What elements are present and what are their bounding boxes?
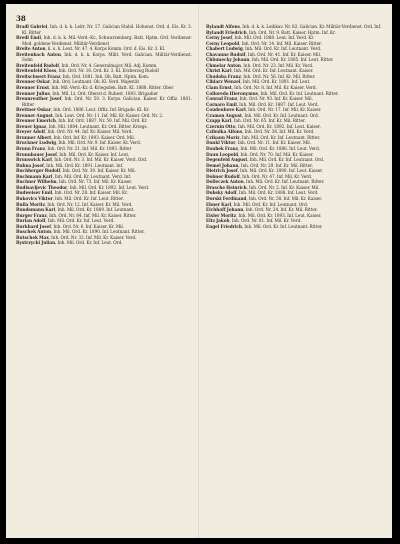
entry-text: Inh. Ord. 1886. Leut. Offiz. Inf. Brigade. Kl. Kr. [53,107,150,113]
directory-entry: Dobner Rudolf, Inh. Ord. Nr. 47. Inf. Mil. Kr. Verd. [206,173,313,179]
entry-text: Inh. Ord. Nr. 47. Inf. Mil. Kr. Verd. [242,173,313,179]
entry-text: Inh. Ord. Nr. 28. Inf. Kaiser. Mil. Kr. [54,190,128,196]
entry-name: Bystrzycki Julian [16,240,56,246]
entry-name: Chmelar Anton [206,62,241,68]
entry-name: Brunn Franz [16,146,46,152]
page-number: 38 [16,14,26,23]
directory-entry: Bradl Gabriel, Inh. d. k. k. Leitr. Nr. 17. Galician Stabil. Hohenst. Ord. d. Eis. Kr. 3. Kl. Ritter [16,24,192,35]
entry-name: Dubsky Adolf [206,190,237,196]
directory-entry: Conrad Franz, Inh. Ord. Nr. 93. Inf. Kr. Kaiser. Mil. [206,96,313,102]
entry-text: Inh. Mil. Ord. Kr. 1887. Inf. Leut. Verd. [239,101,319,107]
entry-text: Inh. Ord. Nr. 6. Inf. Kaiser. Kr. Mil. [53,223,125,229]
directory-entry: Cramon August, Inh. Mil. Ord. Kr. Inf. Leutnant. Ord. [206,112,319,118]
entry-text: Inh. Mil.-Verd.-Kr. d. Kriegsdek. Batt. Kl. 1888. Ritter. Ober [51,85,174,91]
entry-name: Bruckner Ludwig [16,140,57,146]
entry-name: Breitenfeld Rudolf [16,62,60,68]
directory-entry: Brettner Oskar, Inh. Ord. 1886. Leut. Offiz. Inf. Brigade. Kl. Kr. [16,107,150,113]
entry-text: Inh. Ord. Nr. 39. Inf. Kaiser. Kr. Mil. [62,168,136,174]
entry-text: Inh. Ord. Nr. 44. Inf. Kr. Kaiser. Mil. Verd. [47,129,133,135]
entry-name: Czikann Moriz [206,134,240,140]
directory-entry: Cerny Josef, Inh. Mil. Ord. 1888. Leut. Inf. Verd. Kr. [206,35,315,41]
directory-entry: Buchberger Rudolf, Inh. Ord. Nr. 39. Inf. Kaiser. Kr. Mil. [16,168,136,174]
entry-text: Inh. Mil. Ord. Kr. Inf. Leut. Ritter. [55,195,124,201]
right-column [206,24,382,229]
directory-entry: Dietrich Josef, Inh. Mil. Ord. Kr. 1890. Inf. Leut. Kaiser. [206,168,324,174]
entry-text: Inh. Ord. Nr. 9. Batt. Kaiser. Hptm. Inf. Kr. [249,29,336,35]
directory-entry: Eltz Jakob, Inh. Ord. Nr. 81. Inf. Mil. Kr. Verd. [206,218,302,224]
entry-text: Inh. Ord. 1881. Inh. Ob. Batt. Hptm. Kom. [62,73,150,79]
directory-entry: Chabert Ludwig, Inh. Mil. Ord. Kr. Inf. Leutnant. Verd. [206,46,322,52]
entry-name: Colloredo Hieronymus [206,90,258,96]
entry-name: Breyer Adolf [16,129,45,135]
entry-text: Inh. d. k. k. Mil.-Verd.-Kr., Schwarzenberg. Batt. Hptm. Ord. Verdienst-Med. goldene Verdienst. Militär-Verdienst [22,35,192,46]
entry-name: Burkhard Josef [16,223,52,229]
entry-text: Inh. Ord. Nr. 93. Inf. Kr. Kaiser. Mil. [239,96,313,102]
directory-entry: Butschek Max, Inh. Ord. Nr. 33. Inf. Mil. Kr. Kaiser. Verd. [16,234,137,240]
entry-text: Inh. Mil. Ord. Kr. 1893. Inf. Leut. Kaiser. [238,212,322,218]
entry-name: Dankl Viktor [206,140,236,146]
entry-text: Inh. Ord. Nr. 11. Inf. Kr. Kaiser. Mil. [237,140,312,146]
entry-name: Eichhoff Johann [206,207,244,213]
entry-name: Czapp Karl [206,118,232,124]
entry-name: Chabert Ludwig [206,46,243,52]
entry-name: Durski Ferdinand [206,195,247,201]
entry-text: Inh. Ord. Nr. 36. Inf. Mil. Kr. Verd. [244,129,315,135]
entry-text: Inh. Mil. Ord. Kr. Inf. Leutnant. Kaiser. [233,68,314,74]
entry-name: Breitenfeld Kloss [16,68,57,74]
directory-entry: Bylandt Alfons, Inh. d. k. k. Leibkav. Nr. 82. Galician. Kr. Militär-Verdienst. Ord. Inf. [206,24,382,29]
entry-name: Breitenbach Anton [16,51,61,57]
entry-name: Coudenhove Karl [206,107,246,113]
directory-entry: Czibulka Alfons, Inh. Ord. Nr. 36. Inf. Mil. Kr. Verd. [206,129,315,135]
entry-text: Inh. Ord. Nr. 70. Inf. Mil. Kr. Kaiser. [240,151,314,157]
directory-entry: Daun Leopold, Inh. Ord. Nr. 70. Inf. Mil. Kr. Kaiser. [206,151,314,157]
page-fold [198,4,199,538]
directory-entry: Dolleczek Anton, Inh. Mil. Ord. Kr. Inf. Leutnant. Ritter. [206,179,325,185]
entry-name: Dobner Rudolf [206,173,240,179]
entry-text: Inh. Mil. Ord. Kr. 1892. Inf. Leut. Kaiser. [237,123,321,129]
entry-text: Inh. Ord. Leutnant. Ob. Kl. Verd. Majestät [52,79,140,85]
entry-text: Inh. Ord. Nr. 16. Ord. Kr. 3. Kl. Erzherzog Rudolf [58,68,159,74]
directory-entry: Daubek Franz, Inh. Mil. Ord. Kr. 1886. Inf. Leut. Verd. [206,146,321,152]
directory-entry: Cerny Leopold, Inh. Ord. Nr. 14. Inf. Mil. Kaiser. Ritter. [206,40,322,46]
entry-text: Inh. Ord. Nr. 50. 3. Korps. Galician. Kaiser. Kr. Offiz. 1881. Ritter [22,96,192,107]
directory-entry: Buchmann Karl, Inh. Mil. Ord. Kr. Leutnant. Verd. Inf. [16,173,132,179]
directory-entry: Demel Johann, Inh. Ord. Nr. 29. Inf. Kr. Mil. Ritter. [206,162,313,168]
entry-text: Inh. Ord. Inf. Kr. 1893. Kaiser. Ord. Mil. [53,134,136,140]
entry-name: Cihlarz Wenzel [206,79,241,85]
entry-name: Bulla Moritz [16,201,45,207]
entry-text: Inh. Mil. Ord. Kr. 1885. Inf. Leut. Ritter. [251,57,334,63]
entry-name: Brettner Oskar [16,107,51,113]
entry-text: Inh. Ord. Nr. 58. Inf. Mil. Kr. Kaiser. [248,195,323,201]
entry-text: Inh. Mil. Ord. Kr. Inf. Leutnant. Ord. [249,157,325,163]
entry-text: Inh. d. k. k. Korps. Milit. Verd. Galician. Militär-Verdienst. Sohn [22,51,192,63]
entry-text: Inh. Ord. Nr. 4. Generalmajor. Mil. Adj. Komm. [61,62,158,68]
directory-entry: Dankl Viktor, Inh. Ord. Nr. 11. Inf. Kr. Kaiser. Mil. [206,140,312,146]
entry-name: Burian Adolf [16,218,46,224]
entry-text: Inh. Mil. Ord. Kr. 1890. Inf. Leutnant. Ritter. [53,229,145,235]
entry-text: Inh. Mil. Ord. Kr. 1892. Inf. Leut. Verd. [69,184,150,190]
directory-entry: Christ Karl, Inh. Mil. Ord. Kr. Inf. Leutnant. Kaiser. [206,68,314,74]
entry-name: Brunnbauer Josef [16,151,57,157]
entry-name: Cornaro Emil [206,101,237,107]
directory-entry: Czikann Moriz, Inh. Mil. Ord. Kr. Inf. Leutnant. Ritter. [206,134,321,140]
entry-text: Inh. Ord. Nr. 8. Inf. Mil. Kr. Kaiser. Verd. [234,85,317,91]
directory-entry: Breuer Ignaz, Inh. Mil. 1884. Leutnant. Kr. Ord. Ritter. Kriegs. [16,123,148,129]
entry-text: Inh. Mil. Ord. Kr. 1891. Inf. Leut. [242,79,311,85]
directory-entry: Buchner Wilhelm, Inh. Ord. Nr. 73. Inf. Mil. Kr. Kaiser. [16,179,133,185]
entry-name: Eltz Jakob [206,218,230,224]
entry-text: Inh. Mil. Ord. Kr. Inf. Leutnant. Ritter. [244,223,323,229]
entry-name: Buchmann Karl [16,173,53,179]
entry-text: Inh. Mil. Ord. Kr. Inf. Leutnant. Verd. [245,46,322,52]
entry-name: Cerny Josef [206,35,233,41]
entry-name: Daun Leopold [206,151,238,157]
entry-text: Inh. Ord. Nr. 73. Inf. Mil. Kr. Kaiser. [58,179,133,185]
directory-entry: Czapp Karl, Inh. Ord. Nr. 65. Inf. Kr. Mil. Ritter. [206,118,306,124]
entry-name: Chavanne Rudolf [206,51,246,57]
directory-entry: Bulla Moritz, Inh. Ord. Nr. 12. Inf. Kaiser. Kr. Mil. Verd. [16,201,133,207]
entry-text: Inh. Ord. Nr. 84. Inf. Mil. Kr. Kaiser. Ritter. [49,212,137,218]
entry-text: Inh. Leut. Ord. Nr. 11. Inf. Mil. Kr. Kaiser. Ord. Nr. 2. [55,112,164,118]
entry-name: Breitschwert Franz [16,73,61,79]
directory-entry: Budweiser Emil, Inh. Ord. Nr. 28. Inf. Kaiser. Mil. Kr. [16,190,128,196]
entry-text: Inh. Ord. Nr. 21. Inf. Mil. Kr. 1893. Ritter [47,146,132,152]
directory-entry: Czernin Otto, Inh. Mil. Ord. Kr. 1892. Inf. Leut. Kaiser. [206,123,321,129]
directory-entry: Breitenfeld Kloss, Inh. Ord. Nr. 16. Ord. Kr. 3. Kl. Erzherzog Rudolf [16,68,159,74]
directory-entry: Eichhoff Johann, Inh. Ord. Nr. 24. Inf. Kr. Mil. Ritter. [206,207,318,213]
entry-name: Clam Ernst [206,85,232,91]
entry-name: Cramon August [206,112,242,118]
directory-entry: Brenner Julius, Inh. Mil. Lt. Ord. Oberst d. Ruhest. 1893. Brigadier [16,90,159,96]
directory-entry: Durski Ferdinand, Inh. Ord. Nr. 58. Inf. Mil. Kr. Kaiser. [206,195,323,201]
directory-entry: Bruckner Ludwig, Inh. Mil. Ord. Nr. 9. Inf. Kaiser. Kr. Verd. [16,140,142,146]
directory-entry: Bukovics Viktor, Inh. Mil. Ord. Kr. Inf. Leut. Ritter. [16,195,124,201]
entry-text: Inh. Mil. Ord. Kr. Inf. Leut. Ord. [57,240,123,246]
directory-entry: Brunner Albert, Inh. Ord. Inf. Kr. 1893. Kaiser. Ord. Mil. [16,134,136,140]
entry-text: Inh. Mil. 1884. Leutnant. Kr. Ord. Ritter. Kriegs. [48,123,148,129]
entry-text: Inh. Mil. Lt. Ord. Oberst d. Ruhest. 1893. Brigadier [52,90,159,96]
directory-entry: Bystrzycki Julian, Inh. Mil. Ord. Kr. Inf. Leut. Ord. [16,240,123,246]
entry-name: Bundsmann Karl [16,207,56,213]
entry-text: Inh. Ord. Nr. 23. Inf. Mil. Kr. Verd. [243,62,314,68]
entry-name: Breite Anton [16,46,46,52]
directory-entry: Cihlarz Wenzel, Inh. Mil. Ord. Kr. 1891. Inf. Leut. [206,79,311,85]
directory-entry: Engel Friedrich, Inh. Mil. Ord. Kr. Inf. Leutnant. Ritter. [206,223,323,229]
directory-entry: Bylandt Friedrich, Inh. Ord. Nr. 9. Batt. Kaiser. Hptm. Inf. Kr. [206,29,336,35]
entry-name: Czibulka Alfons [206,129,243,135]
directory-entry: Brunswick Karl, Inh. Ord. Nr. 3. Inf. Mil. Kr. Kaiser. Verd. Ord. [16,157,148,163]
entry-name: Buchberger Rudolf [16,168,61,174]
entry-text: Inh. Mil. Ord. Nr. 9. Inf. Kaiser. Kr. Verd. [58,140,142,146]
entry-text: Inh. Mil. Ord. Kr. 1891. Leutnant. Inf. [46,162,124,168]
entry-name: Bubna Josef [16,162,44,168]
entry-name: Brunner Albert [16,134,52,140]
entry-name: Czernin Otto [206,123,236,129]
directory-entry: Brennreuther Josef, Inh. Ord. Nr. 50. 3. Korps. Galician. Kaiser. Kr. Offiz. 1881. Ritter [16,96,192,107]
entry-text: Inh. Ord. Nr. 24. Inf. Kr. Mil. Ritter. [245,207,318,213]
entry-text: Inh. Ord. Nr. 65. Inf. Kr. Mil. Ritter. [233,118,306,124]
entry-name: Budweiser Emil [16,190,53,196]
entry-text: Inh. Inf. Ord. 1887. Nr. 59. Inf. Mil. Ord. Kr. [58,118,148,124]
entry-text: Inh. Ord. Nr. 41. Inf. Kr. Kaiser. Mil. [247,51,322,57]
entry-name: Bukovics Viktor [16,195,53,201]
directory-entry: Chavanne Rudolf, Inh. Ord. Nr. 41. Inf. Kr. Kaiser. Mil. [206,51,322,57]
directory-entry: Breyer Adolf, Inh. Ord. Nr. 44. Inf. Kr. Kaiser. Mil. Verd. [16,129,133,135]
entry-name: Dolleczek Anton [206,179,244,185]
entry-text: Inh. Mil. Ord. Kr. Inf. Leutnant. Ord. [244,112,319,118]
entry-name: Burger Franz [16,212,47,218]
entry-name: Breuer Ignaz [16,123,47,129]
entry-name: Breuner Emerich [16,118,56,124]
entry-name: Brenner Ernst [16,85,50,91]
entry-name: Chlumecky Johann [206,57,250,63]
directory-entry: Breite Anton, k. u. k. Leut. Nr. 47. 4. Korps Komm. Ord. d. Eis. Kr. 3. Kl. [16,46,166,52]
directory-entry: Degenfeld August, Inh. Mil. Ord. Kr. Inf. Leutnant. Ord. [206,157,325,163]
directory-entry: Coudenhove Karl, Inh. Ord. Nr. 17. Inf. Mil. Kr. Kaiser. [206,107,322,113]
entry-text: Inh. Mil. Ord. Kr. Kaiser. Inf. Leut. [59,151,130,157]
document-page [6,4,392,538]
entry-name: Bylandt Friedrich [206,29,247,35]
entry-text: Inh. Ord. Nr. 14. Inf. Mil. Kaiser. Ritter. [241,40,322,46]
directory-entry: Chudoba Franz, Inh. Ord. Nr. 56. Inf. Kr. Mil. Ritter. [206,73,316,79]
entry-text: k. u. k. Leut. Nr. 47. 4. Korps Komm. Ord. d. Eis. Kr. 3. Kl. [47,46,166,52]
entry-name: Brenner Oskar [16,79,51,85]
entry-text: Inh. Mil. Ord. Kr. Inf. Leutnant. Ritter. [260,90,339,96]
directory-entry: Clam Ernst, Inh. Ord. Nr. 8. Inf. Mil. Kr. Kaiser. Verd. [206,85,317,91]
entry-text: Inh. Mil. Ord. Kr. Inf. Leutnant. Ord. [233,201,309,207]
directory-entry: Buschek Anton, Inh. Mil. Ord. Kr. 1890. Inf. Leutnant. Ritter. [16,229,145,235]
entry-text: Inh. Mil. Ord. Kr. Leutnant. Verd. Inf. [54,173,132,179]
entry-name: Brenner August [16,112,53,118]
directory-entry: Brenner Ernst, Inh. Mil.-Verd.-Kr. d. Kriegsdek. Batt. Kl. 1888. Ritter. Ober [16,85,174,91]
entry-text: Inh. Ord. Nr. 17. Inf. Mil. Kr. Kaiser. [248,107,322,113]
directory-entry: Burger Franz, Inh. Ord. Nr. 84. Inf. Mil. Kr. Kaiser. Ritter. [16,212,137,218]
entry-text: Inh. Mil. Ord. Kr. 1886. Inf. Leut. Verd. [240,146,321,152]
entry-name: Bradl Gabriel [16,24,48,29]
entry-name: Christ Karl [206,68,232,74]
directory-entry: Ebner Karl, Inh. Mil. Ord. Kr. Inf. Leutnant. Ord. [206,201,309,207]
directory-entry: Breitenfeld Rudolf, Inh. Ord. Nr. 4. Generalmajor. Mil. Adj. Komm. [16,62,158,68]
directory-entry: Cornaro Emil, Inh. Mil. Ord. Kr. 1887. Inf. Leut. Verd. [206,101,319,107]
entry-name: Daubek Franz [206,146,239,152]
entry-name: Brennreuther Josef [16,96,62,102]
entry-name: Buschek Anton [16,229,52,235]
directory-entry: Bundsmann Karl, Inh. Mil. Ord. Kr. 1889. Inf. Leutnant. [16,207,135,213]
entry-name: Demel Johann [206,162,239,168]
entry-name: Butschek Max [16,234,49,240]
entry-text: Inh. Ord. Nr. 12. Inf. Kaiser. Kr. Mil. Verd. [47,201,133,207]
directory-entry: Chmelar Anton, Inh. Ord. Nr. 23. Inf. Mil. Kr. Verd. [206,62,314,68]
entry-text: Inh. Mil. Ord. 1888. Leut. Inf. Verd. Kr. [234,35,315,41]
entry-text: Inh. Ord. Nr. 3. Inf. Mil. Kr. Kaiser. Verd. Ord. [54,157,148,163]
directory-entry: Breitenbach Anton, Inh. d. k. k. Korps. Milit. Verd. Galician. Militär-Verdienst. Sohn [16,51,192,63]
directory-entry: Burkhard Josef, Inh. Ord. Nr. 6. Inf. Kaiser. Kr. Mil. [16,223,125,229]
directory-entry: Colloredo Hieronymus, Inh. Mil. Ord. Kr. Inf. Leutnant. Ritter. [206,90,339,96]
entry-text: Inh. Ord. Nr. 2. Inf. Kr. Kaiser. Mil. [248,184,320,190]
directory-entry: Burian Adolf, Inh. Mil. Ord. Kr. Inf. Leut. Verd. [16,218,115,224]
entry-name: Eisler Moritz [206,212,237,218]
entry-text: Inh. Mil. Ord. Kr. 1890. Inf. Leut. Kaiser. [240,168,324,174]
entry-text: Inh. Mil. Ord. Kr. Inf. Leutnant. Ritter. [241,134,321,140]
entry-text: Inh. Mil. Ord. Kr. 1889. Inf. Leutnant. [57,207,135,213]
directory-entry: Breitschwert Franz, Inh. Ord. 1881. Inh. Ob. Batt. Hptm. Kom. [16,73,150,79]
entry-text: Inh. Mil. Ord. Kr. Inf. Leutnant. Ritter. [246,179,325,185]
entry-name: Buchner Wilhelm [16,179,57,185]
directory-entry: Brunn Franz, Inh. Ord. Nr. 21. Inf. Mil. Kr. 1893. Ritter [16,146,132,152]
entry-text: Inh. Ord. Nr. 33. Inf. Mil. Kr. Kaiser. Verd. [51,234,137,240]
directory-entry: Budisavljevic Theodor, Inh. Mil. Ord. Kr. 1892. Inf. Leut. Verd. [16,184,150,190]
entry-name: Degenfeld August [206,157,248,163]
directory-entry: Brenner Oskar, Inh. Ord. Leutnant. Ob. Kl. Verd. Majestät [16,79,140,85]
entry-name: Budisavljevic Theodor [16,184,68,190]
left-column [16,24,192,246]
entry-name: Brenner Julius [16,90,50,96]
entry-text: Inh. d. k. k. Leibkav. Nr. 82. Galician. Kr. Militär-Verdienst. Ord. Inf. [242,24,382,29]
entry-text: Inh. Mil. Ord. Kr. 1888. Inf. Leut. Verd. [238,190,319,196]
directory-entry: Eisler Moritz, Inh. Mil. Ord. Kr. 1893. Inf. Leut. Kaiser. [206,212,322,218]
entry-text: Inh. Mil. Ord. Kr. Inf. Leut. Verd. [47,218,115,224]
directory-entry: Breuner Emerich, Inh. Inf. Ord. 1887. Nr. 59. Inf. Mil. Ord. Kr. [16,118,148,124]
entry-name: Bylandt Alfons [206,24,240,29]
entry-name: Brunswick Karl [16,157,52,163]
entry-name: Engel Friedrich [206,223,242,229]
entry-name: Conrad Franz [206,96,238,102]
directory-entry: Bredl Emil, Inh. d. k. k. Mil.-Verd.-Kr., Schwarzenberg. Batt. Hptm. Ord. Verdienst-Med. goldene Verdienst. Militär-Verdienst [16,35,192,46]
directory-entry: Brunnbauer Josef, Inh. Mil. Ord. Kr. Kaiser. Inf. Leut. [16,151,130,157]
entry-name: Dietrich Josef [206,168,238,174]
entry-name: Chudoba Franz [206,73,241,79]
entry-name: Bredl Emil [16,35,41,41]
entry-name: Drasche Heinrich [206,184,247,190]
entry-text: Inh. Ord. Nr. 56. Inf. Kr. Mil. Ritter. [243,73,316,79]
directory-entry: Bubna Josef, Inh. Mil. Ord. Kr. 1891. Leutnant. Inf. [16,162,124,168]
entry-text: Inh. d. k. k. Leitr. Nr. 17. Galician Stabil. Hohenst. Ord. d. Eis. Kr. 3. Kl. Ritter [22,24,192,35]
entry-name: Ebner Karl [206,201,232,207]
directory-entry: Dubsky Adolf, Inh. Mil. Ord. Kr. 1888. Inf. Leut. Verd. [206,190,319,196]
entry-name: Cerny Leopold [206,40,240,46]
directory-entry: Drasche Heinrich, Inh. Ord. Nr. 2. Inf. Kr. Kaiser. Mil. [206,184,320,190]
directory-entry: Chlumecky Johann, Inh. Mil. Ord. Kr. 1885. Inf. Leut. Ritter. [206,57,334,63]
directory-entry: Brenner August, Inh. Leut. Ord. Nr. 11. Inf. Mil. Kr. Kaiser. Ord. Nr. 2. [16,112,164,118]
entry-text: Inh. Ord. Nr. 81. Inf. Mil. Kr. Verd. [231,218,302,224]
entry-text: Inh. Ord. Nr. 29. Inf. Kr. Mil. Ritter. [240,162,313,168]
